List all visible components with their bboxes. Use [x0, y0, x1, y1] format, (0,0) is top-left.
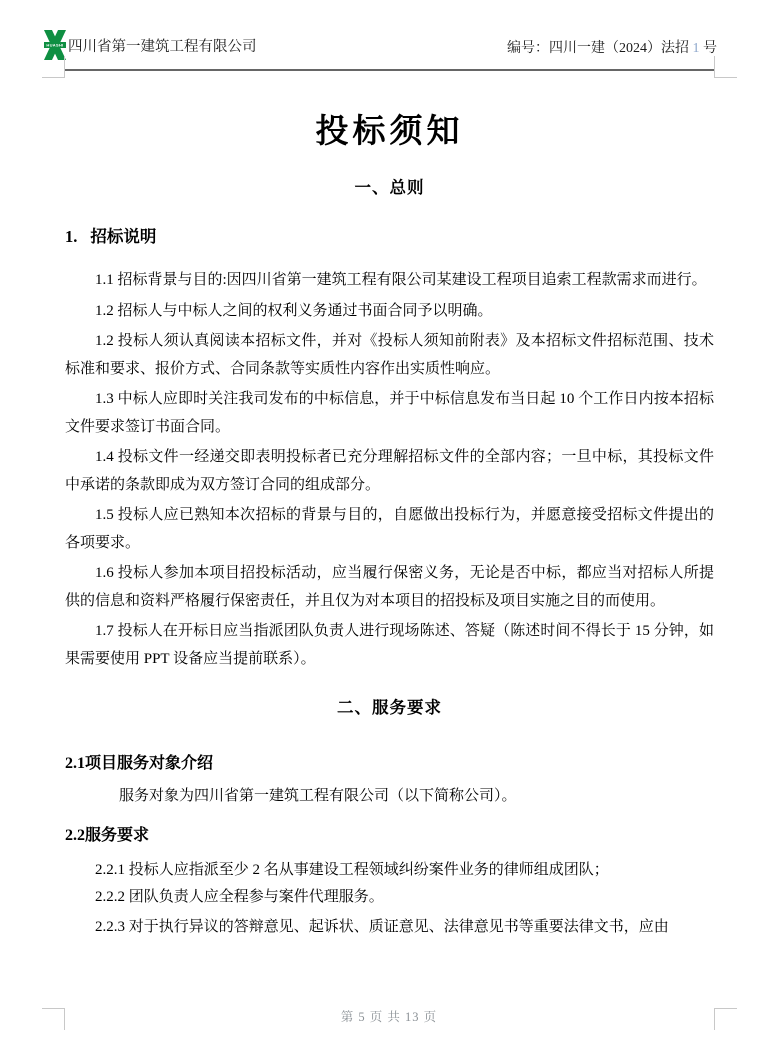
section-1-heading: 一、总则: [354, 179, 425, 197]
clause-1-7: 1.7 投标人在开标日应当指派团队负责人进行现场陈述、答疑（陈述时间不得长于 15 分钟，如果需要使用 PPT 设备应当提前联系）。: [65, 623, 714, 667]
header-doc-number: [507, 37, 717, 57]
logo-text: HUASHI: [46, 42, 64, 48]
header-company-name: 四川省第一建筑工程有限公司: [68, 38, 257, 55]
clause-2-1-title: 2.1项目服务对象介绍: [65, 755, 214, 772]
header-left: [44, 30, 257, 60]
footer-page-number: 第 5 页 共 13 页: [340, 1010, 438, 1024]
clause-2-2-title: 2.2服务要求: [65, 826, 150, 844]
clause-1-title: 招标说明: [90, 227, 157, 246]
section-2-heading: 二、服务要求: [337, 699, 442, 717]
clause-2-2-1: 2.2.1 投标人应指派至少 2 名从事建设工程领域纠纷案件业务的律师组成团队；: [95, 861, 609, 878]
clause-1-6: 1.6 投标人参加本项目招投标活动，应当履行保密义务，无论是否中标，都应当对招标人所提供的信息和资料严格履行保密责任，并且仅为对本项目的招投标及项目实施之目的而使用。: [65, 565, 714, 609]
page-title: 投标须知: [315, 112, 464, 149]
clause-2-1-paragraph: 服务对象为四川省第一建筑工程有限公司（以下简称公司）。: [119, 788, 517, 804]
clause-1-5: 1.5 投标人应已熟知本次招标的背景与目的，自愿做出投标行为，并愿意接受招标文件提出的各项要求。: [65, 507, 714, 551]
clause-1-1: 1.1 招标背景与目的:因四川省第一建筑工程有限公司某建设工程项目追索工程款需求而进行。: [95, 272, 707, 288]
margin-mark-top-left-h: [42, 77, 64, 78]
clause-2-2-3: 2.2.3 对于执行异议的答辩意见、起诉状、质证意见、法律意见书等重要法律文书，应由: [95, 918, 669, 935]
doc-number-prefix: 编号：四川一建（2024）法招: [507, 41, 693, 56]
document-body: [65, 70, 714, 941]
margin-mark-top-right-v: [714, 56, 715, 78]
clause-1-3: 1.3 中标人应即时关注我司发布的中标信息，并于中标信息发布当日起 10 个工作日内按本招标文件要求签订书面合同。: [65, 391, 714, 435]
clause-1-heading: [65, 227, 714, 246]
doc-number-field: 1: [692, 41, 700, 56]
company-logo-icon: [44, 30, 66, 60]
clause-1-2a: 1.2 招标人与中标人之间的权利义务通过书面合同予以明确。: [95, 302, 493, 319]
margin-mark-top-right-h: [714, 77, 737, 78]
clause-1-4: 1.4 投标文件一经递交即表明投标者已充分理解招标文件的全部内容；一旦中标，其投标文件中承诺的条款即成为双方签订合同的组成部分。: [65, 449, 714, 493]
clause-2-2-2: 2.2.2 团队负责人应全程参与案件代理服务。: [95, 889, 384, 905]
doc-number-suffix: 号: [699, 41, 717, 56]
clause-1-number: 1.: [65, 227, 78, 246]
clause-1-2b: 1.2 投标人须认真阅读本招标文件，并对《投标人须知前附表》及本招标文件招标范围、技术标准和要求、报价方式、合同条款等实质性内容作出实质性响应。: [65, 333, 714, 377]
